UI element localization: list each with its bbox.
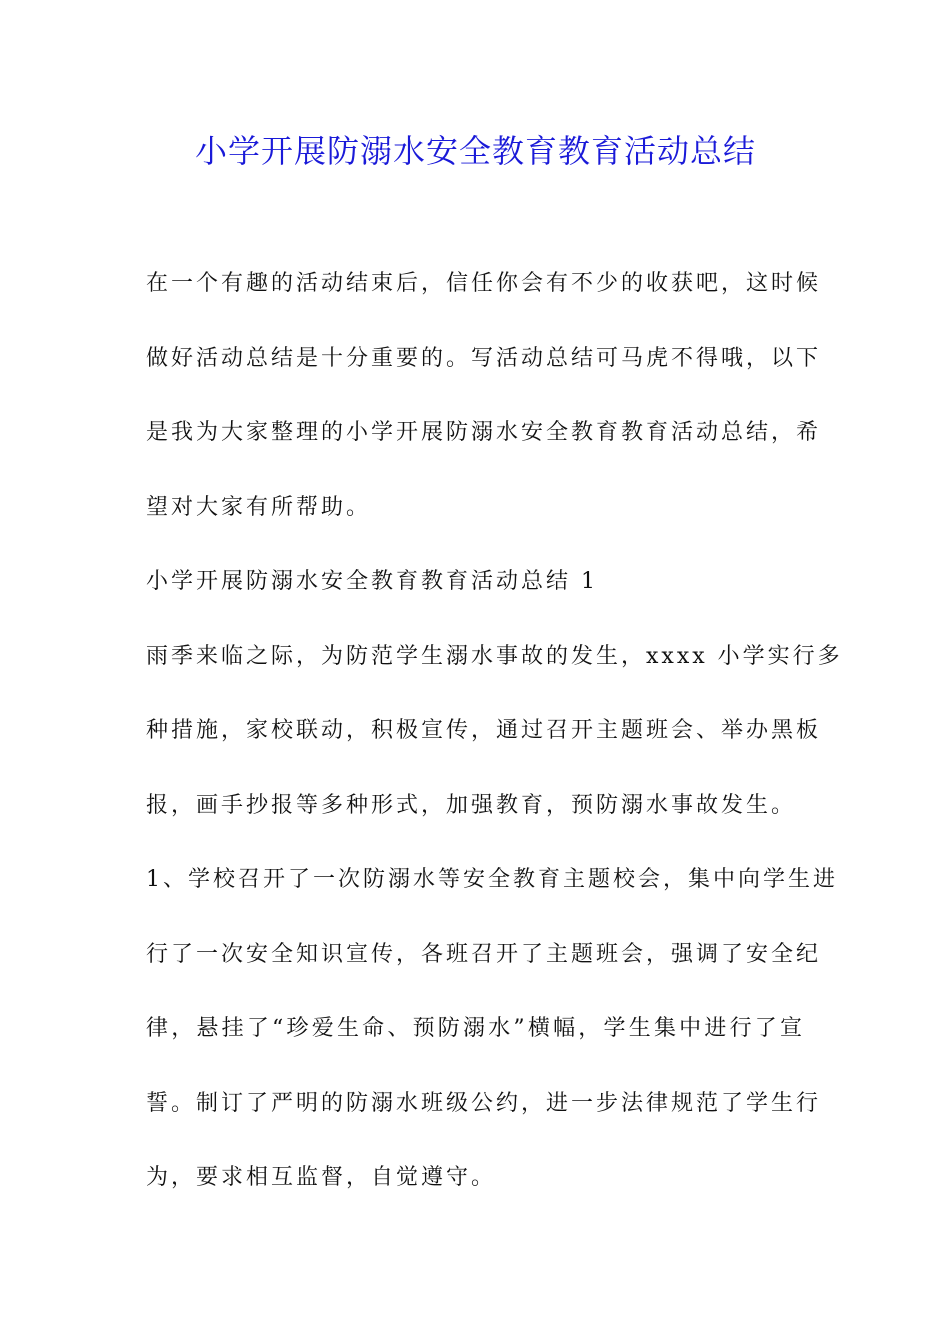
- text-line: 做好活动总结是十分重要的。写活动总结可马虎不得哦，以下: [146, 345, 822, 371]
- text-line: 种措施，家校联动，积极宣传，通过召开主题班会、举办黑板: [146, 718, 822, 743]
- text-line: 为，要求相互监督，自觉遵守。: [146, 1165, 497, 1190]
- text-line: 行了一次安全知识宣传，各班召开了主题班会，强调了安全纪: [146, 941, 822, 967]
- text-line: 在一个有趣的活动结束后，信任你会有不少的收获吧，这时候: [146, 271, 822, 296]
- document-body: [146, 264, 843, 1233]
- text-line: 律，悬挂了“珍爱生命、预防溺水”横幅，学生集中进行了宣: [146, 1016, 805, 1041]
- text-line: 望对大家有所帮助。: [146, 494, 372, 520]
- text-line: 是我为大家整理的小学开展防溺水安全教育教育活动总结，希: [146, 420, 822, 445]
- document-title: 小学开展防溺水安全教育教育活动总结: [194, 132, 756, 170]
- text-line: 誓。制订了严明的防溺水班级公约，进一步法律规范了学生行: [146, 1090, 822, 1116]
- text-line: 1、学校召开了一次防溺水等安全教育主题校会，集中向学生进: [146, 867, 838, 892]
- section-heading: 小学开展防溺水安全教育教育活动总结 1: [146, 569, 598, 594]
- text-line: 报，画手抄报等多种形式，加强教育，预防溺水事故发生。: [146, 792, 797, 818]
- text-line: 雨季来临之际，为防范学生溺水事故的发生，xxxx 小学实行多: [146, 643, 843, 669]
